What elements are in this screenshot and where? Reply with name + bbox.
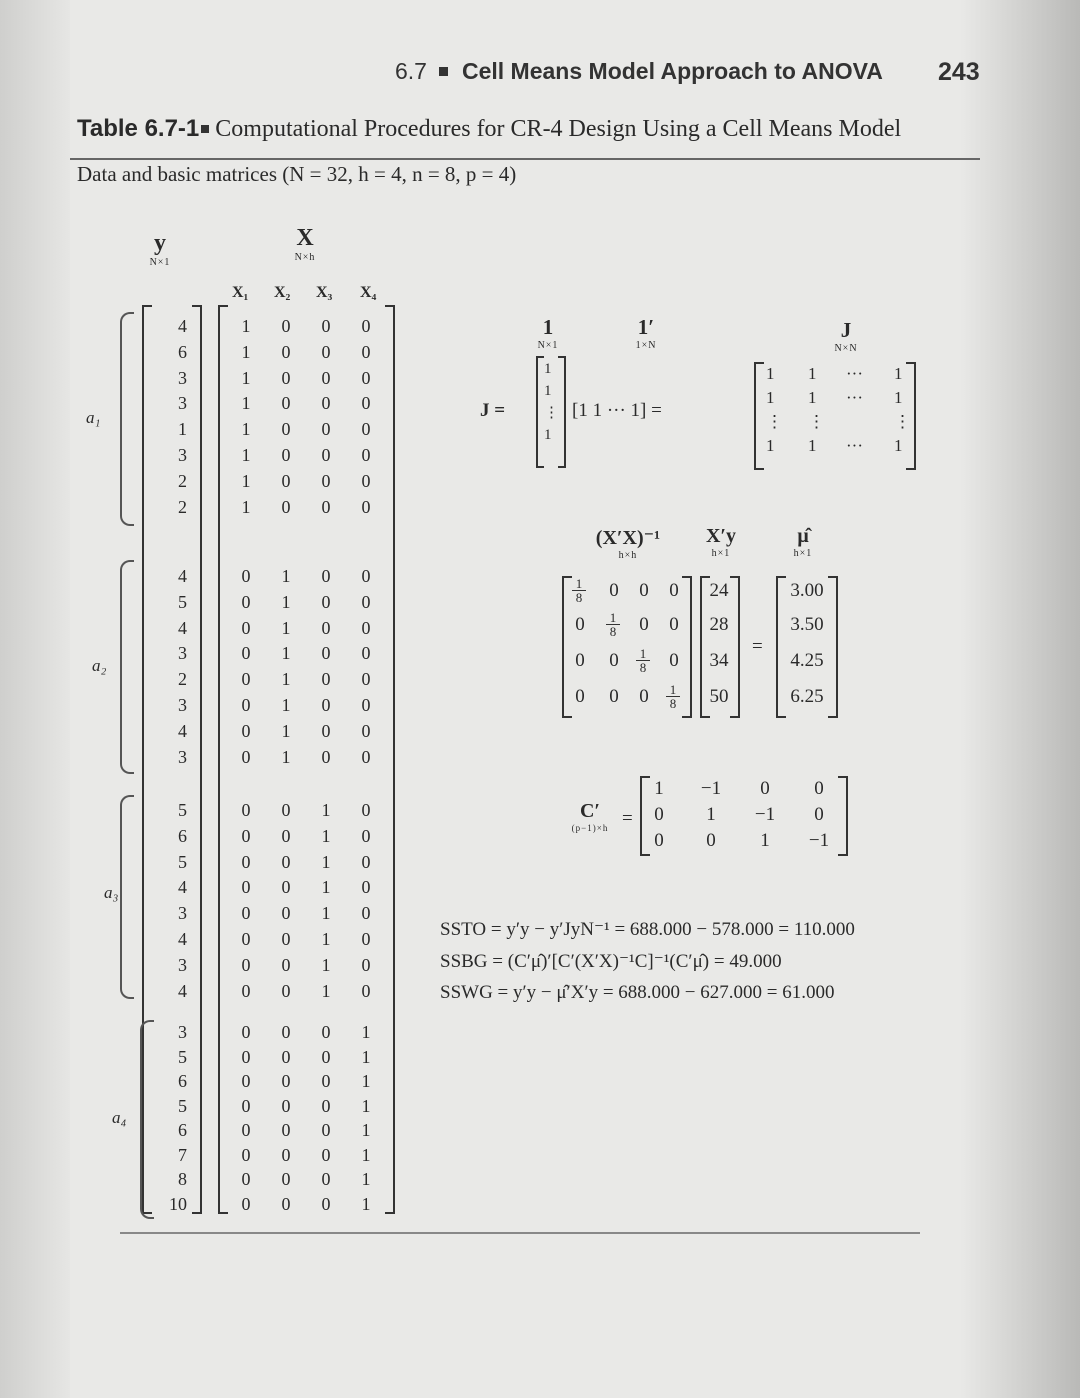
fraction-denominator: 8 (609, 624, 617, 639)
one-vector-heading (533, 315, 563, 351)
page-shadow-left (0, 0, 70, 1398)
mu-value: 6.25 (790, 686, 824, 707)
group-brace (140, 1020, 154, 1219)
fraction-denominator: 8 (639, 660, 647, 675)
table-label: Table 6.7-1 (77, 115, 200, 142)
x-value: 0 (281, 393, 291, 414)
y-value: 4 (178, 316, 187, 336)
group-label-a2: a₂ (92, 656, 107, 675)
one-prime-label: 1′ (637, 315, 655, 339)
data-heading: Data and basic matrices (N = 32, h = 4, n = 8, p = 4) (77, 162, 517, 186)
x-value: 1 (321, 929, 331, 949)
x-value: 0 (321, 1144, 331, 1165)
xtx-inv-zero: 0 (609, 580, 619, 601)
x-value: 1 (281, 591, 291, 612)
x-value: 1 (361, 1120, 371, 1140)
y-value: 6 (178, 341, 187, 362)
x-value: 0 (361, 800, 371, 820)
xtx-inv-zero: 0 (609, 686, 619, 707)
c-value: 0 (654, 804, 664, 825)
x-value: 1 (281, 695, 291, 715)
x-value: 1 (281, 617, 291, 638)
mu-dim: h×1 (793, 548, 813, 559)
xtx-inv-zero: 0 (575, 686, 585, 707)
c-value: 0 (814, 804, 824, 825)
xtx-inv-fraction (666, 684, 680, 709)
x-value: 0 (241, 1071, 251, 1091)
x-col-header: X₂ (274, 284, 291, 301)
x-value: 1 (361, 1046, 371, 1067)
j-col-n: 1 1 ⋮ 1 (894, 364, 911, 455)
x-value: 0 (321, 1046, 331, 1067)
x-value: 0 (281, 419, 291, 440)
x-value: 0 (321, 316, 331, 336)
j-col-1: 1 1 ⋮ 1 (766, 364, 783, 455)
x-value: 0 (241, 980, 251, 1001)
x-value: 1 (241, 445, 251, 465)
c-value: −1 (700, 778, 722, 799)
x-value: 1 (361, 1071, 371, 1091)
c-value: 0 (760, 778, 770, 799)
xty-value: 50 (709, 686, 729, 707)
x-value: 0 (361, 496, 371, 517)
y-value: 5 (178, 591, 187, 612)
xtx-inv-zero: 0 (639, 580, 649, 601)
j-col-dots: ··· ··· ··· (846, 364, 863, 455)
x-value: 0 (281, 929, 291, 949)
xtx-inv-zero: 0 (639, 614, 649, 635)
one-prime-heading (628, 315, 664, 351)
x-value: 1 (361, 1144, 371, 1165)
xtx-inv-dim: h×h (618, 550, 638, 561)
x-value: 0 (361, 367, 371, 388)
c-value: 0 (654, 830, 664, 851)
x-value: 0 (321, 746, 331, 767)
x-value: 0 (361, 929, 371, 949)
x-value: 0 (361, 470, 371, 491)
y-value: 4 (178, 617, 187, 638)
c-value: 1 (706, 804, 716, 825)
table-title: Computational Procedures for CR-4 Design Using a Cell Means Model (215, 116, 902, 142)
xtx-inv-fraction (606, 612, 620, 637)
x-value: 0 (321, 591, 331, 612)
x-value: 1 (321, 800, 331, 820)
c-value: 0 (706, 830, 716, 851)
xtx-inv-zero: 0 (575, 614, 585, 635)
y-value: 5 (178, 1046, 187, 1067)
y-value: 6 (178, 1071, 187, 1091)
y-value: 6 (178, 825, 187, 846)
x-value: 0 (361, 591, 371, 612)
x-value: 1 (281, 669, 291, 690)
c-value: 1 (654, 778, 664, 799)
fraction-denominator: 8 (669, 696, 677, 711)
x-value: 0 (321, 617, 331, 638)
x-value: 0 (321, 1071, 331, 1091)
xty-value: 24 (709, 580, 729, 601)
fraction-numerator: 1 (609, 610, 617, 625)
x-col-header: X₁ (232, 284, 249, 301)
table-caption (77, 115, 901, 143)
y-value: 3 (178, 1022, 187, 1042)
x-value: 0 (241, 825, 251, 846)
x-value: 0 (281, 954, 291, 975)
x-value: 0 (281, 445, 291, 465)
x-value: 1 (281, 720, 291, 741)
x-value: 1 (321, 980, 331, 1001)
c-heading (565, 800, 615, 833)
x-bracket-left (218, 305, 228, 1214)
y-value: 4 (178, 929, 187, 949)
x-value: 0 (361, 877, 371, 898)
group-brace (120, 560, 134, 774)
x-value: 1 (241, 419, 251, 440)
fraction-numerator: 1 (669, 682, 677, 697)
x-value: 0 (281, 1046, 291, 1067)
y-label: y (154, 230, 166, 256)
x-value: 0 (321, 1169, 331, 1189)
xtx-inv-zero: 0 (639, 686, 649, 707)
x-value: 0 (361, 316, 371, 336)
fraction-numerator: 1 (639, 646, 647, 661)
c-value: −1 (808, 830, 830, 851)
c-value: 1 (760, 830, 770, 851)
y-value: 5 (178, 851, 187, 872)
x-value: 0 (361, 954, 371, 975)
x-value: 0 (241, 929, 251, 949)
x-label: X (296, 225, 314, 251)
x-bracket-right (385, 305, 395, 1214)
y-value: 2 (178, 669, 187, 690)
x-value: 0 (281, 980, 291, 1001)
x-value: 1 (321, 954, 331, 975)
y-value: 5 (178, 1095, 187, 1116)
x-value: 0 (321, 1193, 331, 1214)
x-value: 0 (241, 954, 251, 975)
group-label-a4: a₄ (112, 1108, 127, 1127)
x-value: 0 (241, 591, 251, 612)
x-value: 0 (281, 1071, 291, 1091)
ssto-equation: SSTO = y′y − y′JyN⁻¹ = 688.000 − 578.000 = 110.000 (440, 919, 855, 940)
group-brace (120, 312, 134, 526)
x-value: 0 (321, 695, 331, 715)
y-heading (140, 230, 180, 268)
group-brace (120, 795, 134, 999)
xtx-inv-fraction (572, 578, 586, 603)
bottom-rule (120, 1232, 920, 1234)
one-prime-row: [1 1 ··· 1] = (572, 400, 662, 421)
y-value: 3 (178, 903, 187, 924)
x-value: 0 (241, 800, 251, 820)
xtx-inv-zero: 0 (669, 650, 679, 671)
c-dim: (p−1)×h (571, 823, 609, 833)
y-value: 3 (178, 643, 187, 664)
x-value: 1 (321, 851, 331, 872)
y-value: 3 (178, 367, 187, 388)
x-value: 0 (321, 1022, 331, 1042)
y-value: 7 (178, 1144, 187, 1165)
y-value: 1 (178, 419, 187, 440)
y-value: 3 (178, 393, 187, 414)
one-dim: N×1 (537, 340, 559, 351)
x-value: 1 (241, 341, 251, 362)
y-value: 4 (178, 720, 187, 741)
x-value: 0 (281, 1120, 291, 1140)
y-bracket-right (192, 305, 202, 1214)
xtx-inv-heading (588, 525, 668, 561)
x-value: 0 (281, 1144, 291, 1165)
y-value: 3 (178, 746, 187, 767)
x-value: 0 (241, 851, 251, 872)
x-value: 0 (241, 617, 251, 638)
x-value: 1 (241, 367, 251, 388)
x-value: 0 (361, 617, 371, 638)
section-number: 6.7 (395, 58, 427, 84)
group-label-a1: a₁ (86, 408, 101, 427)
mu-value: 4.25 (790, 650, 824, 671)
x-value: 1 (321, 825, 331, 846)
x-value: 0 (321, 341, 331, 362)
x-value: 1 (241, 393, 251, 414)
x-value: 1 (281, 643, 291, 664)
one-prime-dim: 1×N (635, 340, 657, 351)
caption-rule (70, 158, 980, 160)
x-value: 0 (281, 877, 291, 898)
running-head (395, 58, 883, 85)
x-value: 0 (281, 800, 291, 820)
y-value: 4 (178, 877, 187, 898)
xtx-inv-fraction (636, 648, 650, 673)
x-value: 0 (281, 1169, 291, 1189)
x-value: 0 (321, 643, 331, 664)
mu-heading (788, 525, 818, 559)
x-value: 0 (361, 393, 371, 414)
xtx-inv-label: (X′X)⁻¹ (595, 527, 661, 549)
x-value: 0 (361, 695, 371, 715)
ssbg-equation: SSBG = (C′μ̂)′[C′(X′X)⁻¹C]⁻¹(C′μ̂) = 49.000 (440, 951, 782, 972)
x-dim: N×h (294, 252, 316, 263)
x-value: 0 (361, 445, 371, 465)
c-equals: = (622, 808, 633, 829)
j-col-2: 1 1 ⋮ 1 (808, 364, 825, 455)
x-value: 1 (281, 566, 291, 586)
x-value: 0 (281, 496, 291, 517)
j-bracket-left (754, 362, 764, 470)
x-value: 0 (361, 903, 371, 924)
x-value: 0 (321, 720, 331, 741)
x-value: 0 (321, 367, 331, 388)
x-value: 1 (361, 1095, 371, 1116)
x-value: 0 (361, 980, 371, 1001)
x-value: 0 (281, 367, 291, 388)
one-vector-entries: 1 1 ⋮ 1 (544, 361, 559, 443)
x-value: 0 (321, 1095, 331, 1116)
x-value: 0 (361, 825, 371, 846)
xty-dim: h×1 (711, 548, 731, 559)
bullet-icon (201, 125, 209, 133)
j-equals: J = (480, 400, 506, 421)
x-value: 0 (281, 851, 291, 872)
x-value: 1 (241, 316, 251, 336)
y-value: 5 (178, 800, 187, 820)
x-value: 0 (361, 341, 371, 362)
xty-heading (696, 525, 746, 559)
x-value: 0 (241, 746, 251, 767)
x-value: 0 (361, 720, 371, 741)
fraction-denominator: 8 (575, 590, 583, 605)
bullet-icon (439, 67, 448, 76)
x-value: 1 (241, 496, 251, 517)
x-value: 0 (281, 903, 291, 924)
c-value: 0 (814, 778, 824, 799)
x-col-header: X₄ (360, 284, 377, 301)
x-value: 1 (321, 877, 331, 898)
x-value: 0 (241, 669, 251, 690)
j-dim: N×N (834, 343, 858, 354)
c-value: −1 (754, 804, 776, 825)
y-value: 3 (178, 445, 187, 465)
x-value: 0 (241, 643, 251, 664)
y-value: 2 (178, 470, 187, 491)
xty-value: 28 (709, 614, 729, 635)
x-value: 1 (361, 1169, 371, 1189)
x-value: 0 (241, 1193, 251, 1214)
xtx-inv-zero: 0 (669, 580, 679, 601)
c-label: C′ (579, 800, 601, 822)
x-value: 1 (321, 903, 331, 924)
xtx-inv-zero: 0 (669, 614, 679, 635)
y-value: 3 (178, 695, 187, 715)
x-value: 0 (361, 419, 371, 440)
j-label: J (840, 318, 852, 342)
x-value: 0 (241, 877, 251, 898)
mu-value: 3.50 (790, 614, 824, 635)
x-value: 0 (321, 445, 331, 465)
x-col-header: X₃ (316, 284, 333, 301)
group-label-a3: a₃ (104, 883, 119, 902)
x-value: 0 (321, 470, 331, 491)
x-value: 0 (321, 419, 331, 440)
page-number: 243 (938, 58, 980, 86)
x-heading (285, 225, 325, 263)
x-value: 0 (361, 566, 371, 586)
x-value: 0 (321, 496, 331, 517)
x-value: 0 (241, 695, 251, 715)
x-value: 0 (361, 669, 371, 690)
y-value: 8 (178, 1169, 187, 1189)
x-value: 0 (281, 316, 291, 336)
mu-label: μ̂ (797, 525, 809, 547)
equals-sign: = (752, 636, 763, 657)
x-value: 1 (361, 1193, 371, 1214)
x-value: 0 (361, 851, 371, 872)
x-value: 1 (281, 746, 291, 767)
j-heading (828, 318, 864, 354)
xtx-inv-zero: 0 (609, 650, 619, 671)
xtx-inv-bracket-left (562, 576, 572, 718)
x-value: 0 (241, 1169, 251, 1189)
x-value: 0 (241, 1144, 251, 1165)
x-value: 0 (241, 720, 251, 741)
x-value: 0 (321, 669, 331, 690)
one-vector-bracket-left (536, 356, 544, 468)
x-value: 0 (241, 1046, 251, 1067)
x-value: 0 (281, 825, 291, 846)
mu-value: 3.00 (790, 580, 824, 601)
x-value: 1 (241, 470, 251, 491)
x-value: 0 (361, 746, 371, 767)
fraction-numerator: 1 (575, 576, 583, 591)
x-value: 0 (321, 566, 331, 586)
y-value: 3 (178, 954, 187, 975)
xtx-inv-zero: 0 (575, 650, 585, 671)
y-value: 4 (178, 566, 187, 586)
x-value: 0 (241, 903, 251, 924)
c-bracket-right (838, 776, 848, 856)
xtx-inv-bracket-right (682, 576, 692, 718)
x-value: 0 (281, 470, 291, 491)
x-value: 0 (241, 566, 251, 586)
x-value: 0 (281, 1193, 291, 1214)
x-value: 0 (241, 1022, 251, 1042)
x-value: 0 (241, 1095, 251, 1116)
y-value: 4 (178, 980, 187, 1001)
y-value: 2 (178, 496, 187, 517)
one-label: 1 (542, 315, 554, 339)
xty-value: 34 (709, 650, 729, 671)
x-value: 0 (241, 1120, 251, 1140)
one-vector-bracket-right (558, 356, 566, 468)
y-value: 6 (178, 1120, 187, 1140)
x-value: 0 (281, 341, 291, 362)
x-value: 0 (281, 1095, 291, 1116)
x-value: 0 (281, 1022, 291, 1042)
running-head-title: Cell Means Model Approach to ANOVA (461, 58, 883, 84)
x-value: 0 (361, 643, 371, 664)
sswg-equation: SSWG = y′y − μ̂′X′y = 688.000 − 627.000 = 61.000 (440, 982, 835, 1003)
x-value: 0 (321, 1120, 331, 1140)
xty-label: X′y (705, 525, 737, 547)
x-value: 0 (321, 393, 331, 414)
x-value: 1 (361, 1022, 371, 1042)
page-shadow-right (960, 0, 1080, 1398)
y-dim: N×1 (149, 257, 171, 268)
y-value: 10 (169, 1193, 187, 1214)
